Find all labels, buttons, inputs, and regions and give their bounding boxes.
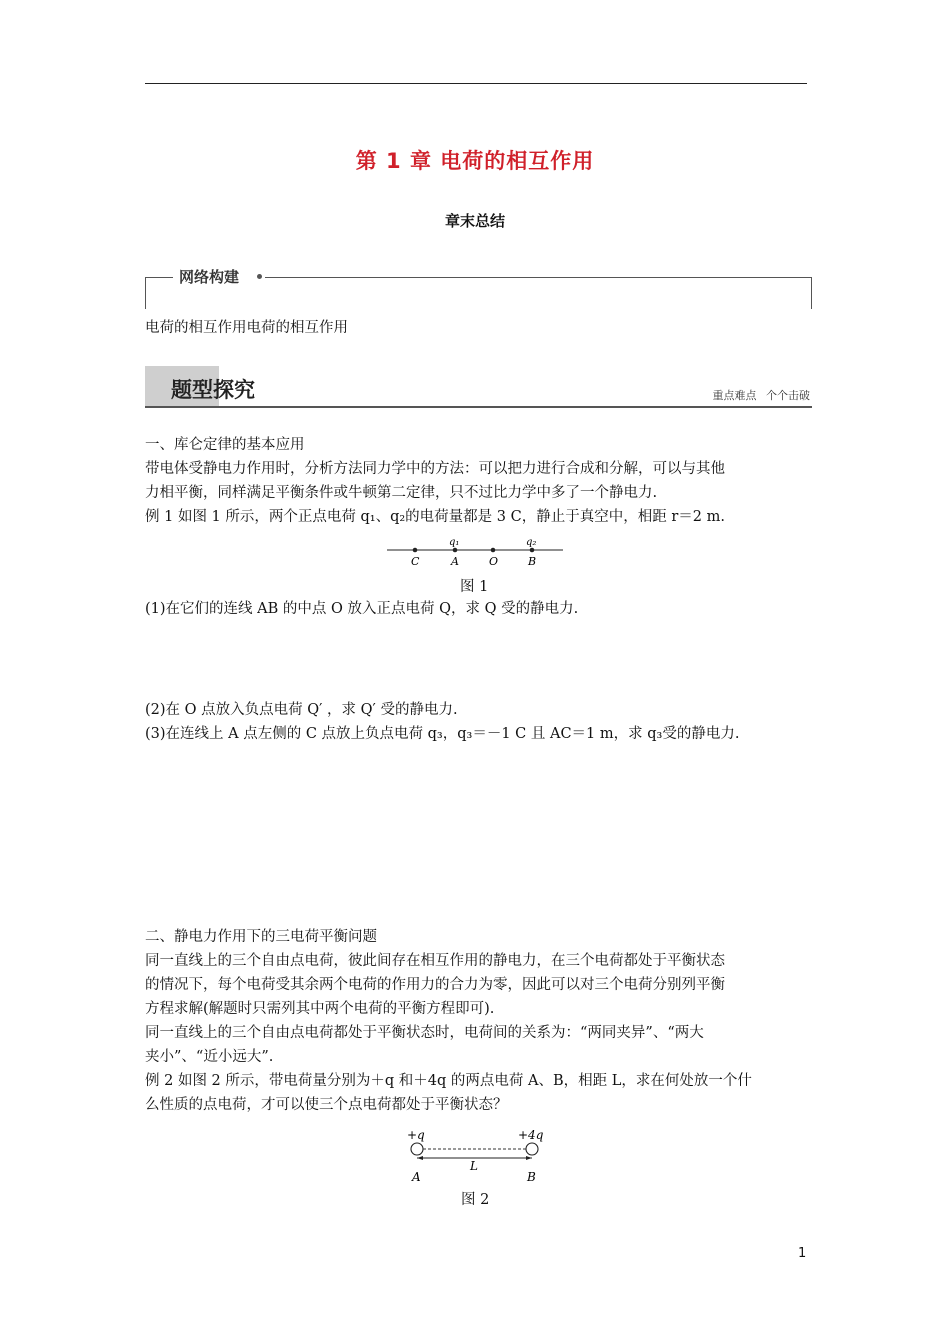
charge-b bbox=[526, 1143, 538, 1155]
network-label: 网络构建 bbox=[179, 268, 240, 286]
part1-heading: 一、库仑定律的基本应用 bbox=[145, 437, 305, 453]
part1-para-line: 力相平衡，同样满足平衡条件或牛顿第二定律，只不过比力学中多了一个静电力. bbox=[145, 485, 658, 501]
label-q1: q₁ bbox=[449, 537, 460, 548]
part2-para-line: 同一直线上的三个自由点电荷，彼此间存在相互作用的静电力，在三个电荷都处于平衡状态 bbox=[145, 953, 725, 969]
label-b2: B bbox=[527, 1170, 536, 1184]
point-c bbox=[413, 548, 418, 553]
section-bar-title: 题型探究 bbox=[171, 378, 255, 402]
header-rule bbox=[145, 83, 807, 84]
section-bar bbox=[145, 366, 812, 410]
label-a: A bbox=[451, 555, 459, 568]
arrow-left-icon bbox=[417, 1156, 423, 1160]
label-plus-4q: +4q bbox=[518, 1128, 544, 1142]
figure1-caption: 图 1 bbox=[460, 579, 489, 595]
question2: (2)在 O 点放入负点电荷 Q′ ，求 Q′ 受的静电力. bbox=[145, 702, 458, 718]
part2-text bbox=[145, 925, 812, 1117]
page-number: 1 bbox=[798, 1246, 807, 1261]
charge-a bbox=[411, 1143, 423, 1155]
figure2-diagram bbox=[400, 1124, 550, 1184]
example2-line: 例 2 如图 2 所示，带电荷量分别为＋q 和＋4q 的两点电荷 A、B，相距 L，求在何处放一个什 bbox=[145, 1073, 752, 1089]
point-o bbox=[491, 548, 496, 553]
section-bar-tag: 重点难点 个个击破 bbox=[712, 389, 810, 402]
question1: (1)在它们的连线 AB 的中点 O 放入正点电荷 Q，求 Q 受的静电力. bbox=[145, 601, 579, 617]
part2-para-line: 同一直线上的三个自由点电荷都处于平衡状态时，电荷间的关系为：“两同夹异”、“两大 bbox=[145, 1025, 704, 1041]
label-o: O bbox=[489, 555, 499, 568]
label-b: B bbox=[528, 555, 537, 568]
network-content: 电荷的相互作用电荷的相互作用 bbox=[145, 320, 348, 336]
figure1-diagram bbox=[385, 533, 565, 571]
part1-para-line: 带电体受静电力作用时，分析方法同力学中的方法：可以把力进行合成和分解，可以与其他 bbox=[145, 461, 725, 477]
question3: (3)在连线上 A 点左侧的 C 点放上负点电荷 q₃，q₃＝－1 C 且 AC＝1 m，求 q₃受的静电力. bbox=[145, 726, 740, 742]
part2-para-line: 夹小”、“近小远大”. bbox=[145, 1049, 274, 1065]
arrow-right-icon bbox=[526, 1156, 532, 1160]
label-a2: A bbox=[412, 1170, 421, 1184]
label-l: L bbox=[470, 1159, 478, 1173]
point-a bbox=[453, 548, 458, 553]
chapter-title: 第 1 章 电荷的相互作用 bbox=[355, 149, 595, 173]
point-b bbox=[530, 548, 535, 553]
bullet-icon bbox=[257, 274, 262, 279]
label-plus-q: +q bbox=[407, 1128, 425, 1142]
part2-para-line: 方程求解(解题时只需列其中两个电荷的平衡方程即可). bbox=[145, 1001, 495, 1017]
label-c: C bbox=[411, 555, 420, 568]
network-box bbox=[145, 268, 812, 309]
example2-line: 么性质的点电荷，才可以使三个点电荷都处于平衡状态？ bbox=[145, 1097, 508, 1113]
part2-heading: 二、静电力作用下的三电荷平衡问题 bbox=[145, 929, 377, 945]
section-title: 章末总结 bbox=[444, 212, 505, 230]
example1-text: 例 1 如图 1 所示，两个正点电荷 q₁、q₂的电荷量都是 3 C，静止于真空中，相距 r＝2 m. bbox=[145, 509, 725, 525]
label-q2: q₂ bbox=[526, 537, 537, 548]
part1-text bbox=[145, 433, 812, 529]
part2-para-line: 的情况下，每个电荷受其余两个电荷的作用力的合力为零，因此可以对三个电荷分别列平衡 bbox=[145, 977, 725, 993]
figure2-caption: 图 2 bbox=[461, 1192, 490, 1208]
